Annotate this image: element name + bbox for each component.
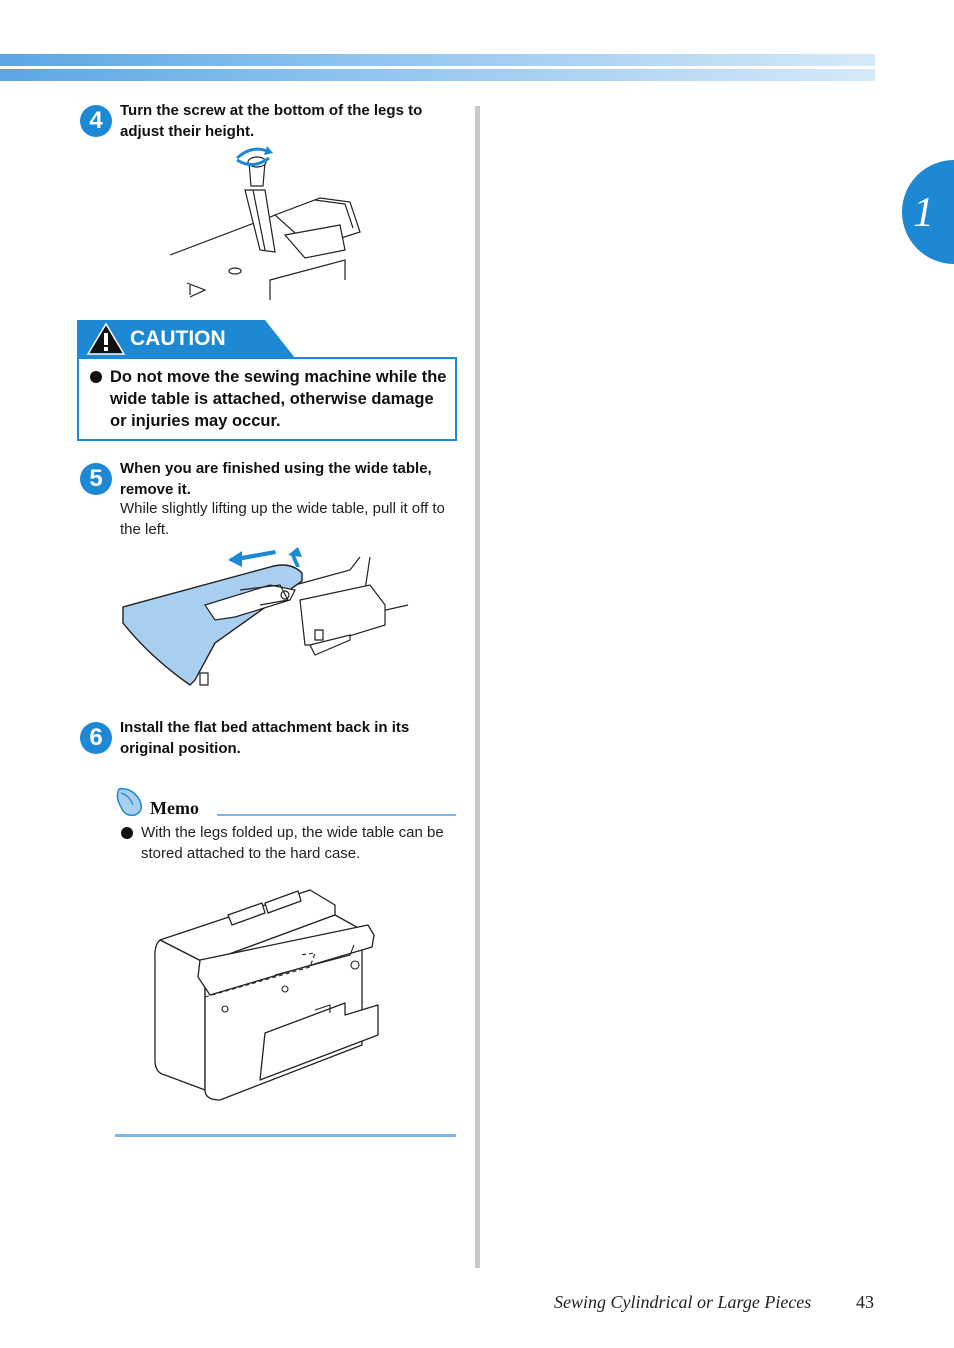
- step-6-number: 6: [80, 722, 112, 754]
- step-5-number: 5: [80, 463, 112, 495]
- memo-text: With the legs folded up, the wide table can be stored attached to the hard case.: [141, 824, 444, 862]
- step-5-title: When you are finished using the wide table, remove it.: [120, 460, 432, 498]
- memo-rule: [217, 814, 456, 816]
- step-4-title: Turn the screw at the bottom of the legs to adjust their height.: [120, 102, 423, 140]
- caution-bullet: [90, 371, 102, 383]
- page-number: 43: [856, 1292, 874, 1312]
- memo-bullet: [121, 827, 133, 839]
- memo-label: Memo: [150, 798, 199, 818]
- leg-screw-illustration: [165, 140, 375, 300]
- column-divider: [475, 106, 480, 1268]
- wide-table-illustration: [120, 545, 415, 695]
- memo-end-rule: [115, 1134, 456, 1137]
- memo-icon: [113, 787, 145, 817]
- header-band-top: [0, 54, 875, 66]
- caution-text: Do not move the sewing machine while the wide table is attached, otherwise damage or injuries may occur.: [110, 368, 447, 430]
- caution-label: CAUTION: [130, 327, 226, 350]
- step-4-number: 4: [80, 105, 112, 137]
- header-band-bottom: [0, 69, 875, 81]
- warning-icon: [87, 323, 125, 355]
- step-5-detail: While slightly lifting up the wide table, pull it off to the left.: [120, 500, 445, 538]
- hard-case-illustration: [150, 885, 385, 1105]
- footer-section-title: Sewing Cylindrical or Large Pieces: [554, 1292, 812, 1312]
- step-6-title: Install the flat bed attachment back in its original position.: [120, 719, 410, 757]
- chapter-number: 1: [913, 190, 934, 236]
